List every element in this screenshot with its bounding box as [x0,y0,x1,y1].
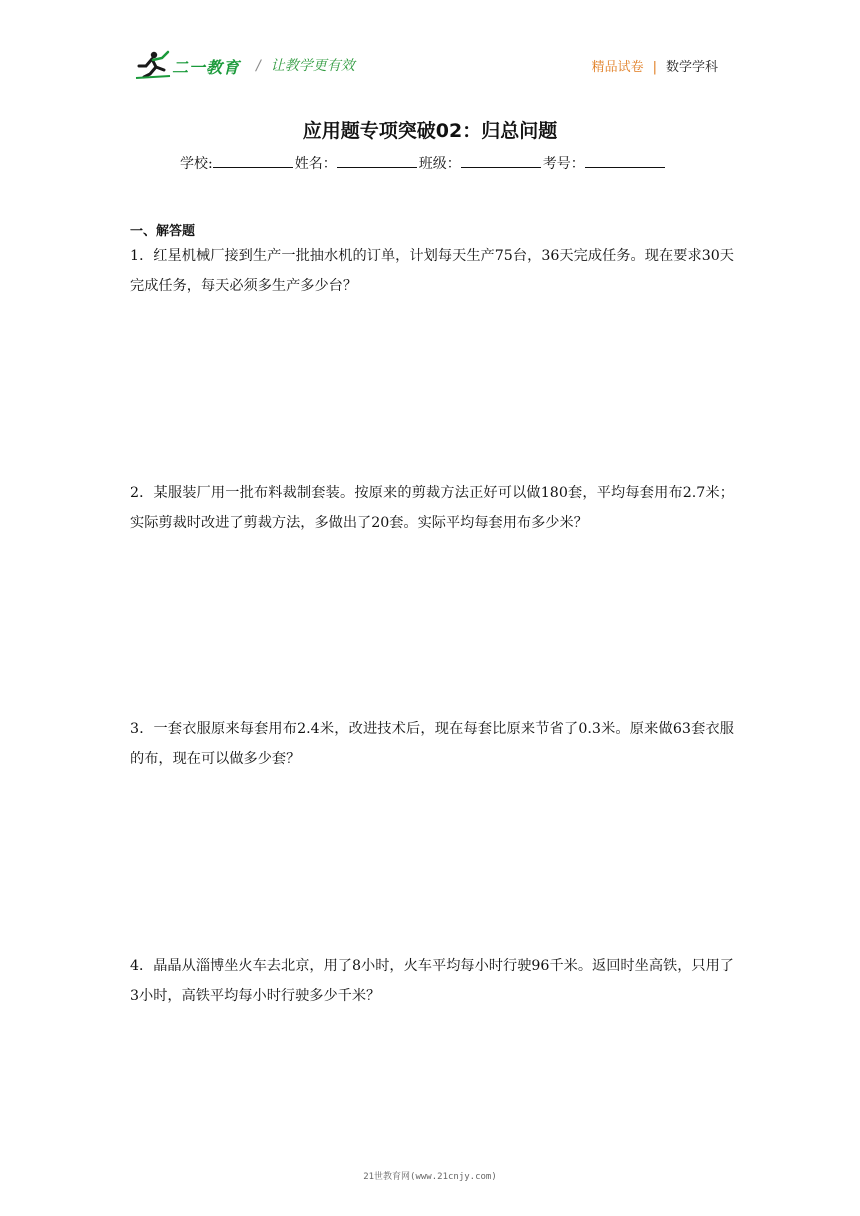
class-label: 班级： [418,156,461,172]
subject-label: 数学学科 [665,60,718,75]
name-blank[interactable] [337,155,417,168]
slogan [256,55,355,75]
tag-label: 精品试卷 [591,60,644,75]
logo [134,50,242,80]
slogan-separator: / [256,58,261,74]
tag-separator: | [652,60,657,75]
page-title: 应用题专项突破02：归总问题 [302,120,558,142]
question-4: 4．晶晶从淄博坐火车去北京，用了8小时，火车平均每小时行驶96千米。返回时坐高铁，只用了3小时，高铁平均每小时行驶多少千米？ [130,958,734,1004]
student-info [180,153,667,173]
question-1: 1．红星机械厂接到生产一批抽水机的订单，计划每天生产75台，36天完成任务。现在要求30天完成任务，每天必须多生产多少台？ [130,248,734,294]
header-tags [592,56,718,75]
exam-no-blank[interactable] [585,155,665,168]
footer: 21世教育网(www.21cnjy.com) [363,1172,497,1182]
school-label: 学校: [180,156,213,172]
section-title: 一、解答题 [130,224,196,239]
class-blank[interactable] [461,155,541,168]
exam-no-label: 考号： [542,156,585,172]
name-label: 姓名： [294,156,337,172]
slogan-text: 让教学更有效 [270,58,355,74]
logo-text: 二一教育 [172,58,241,77]
page-header [0,0,860,90]
question-2: 2．某服装厂用一批布料裁制套装。按原来的剪裁方法正好可以做180套，平均每套用布2.7米；实际剪裁时改进了剪裁方法，多做出了20套。实际平均每套用布多少米？ [130,485,734,531]
runner-icon [134,50,174,80]
question-3: 3．一套衣服原来每套用布2.4米，改进技术后，现在每套比原来节省了0.3米。原来做63套衣服的布，现在可以做多少套？ [130,721,734,767]
school-blank[interactable] [213,155,293,168]
